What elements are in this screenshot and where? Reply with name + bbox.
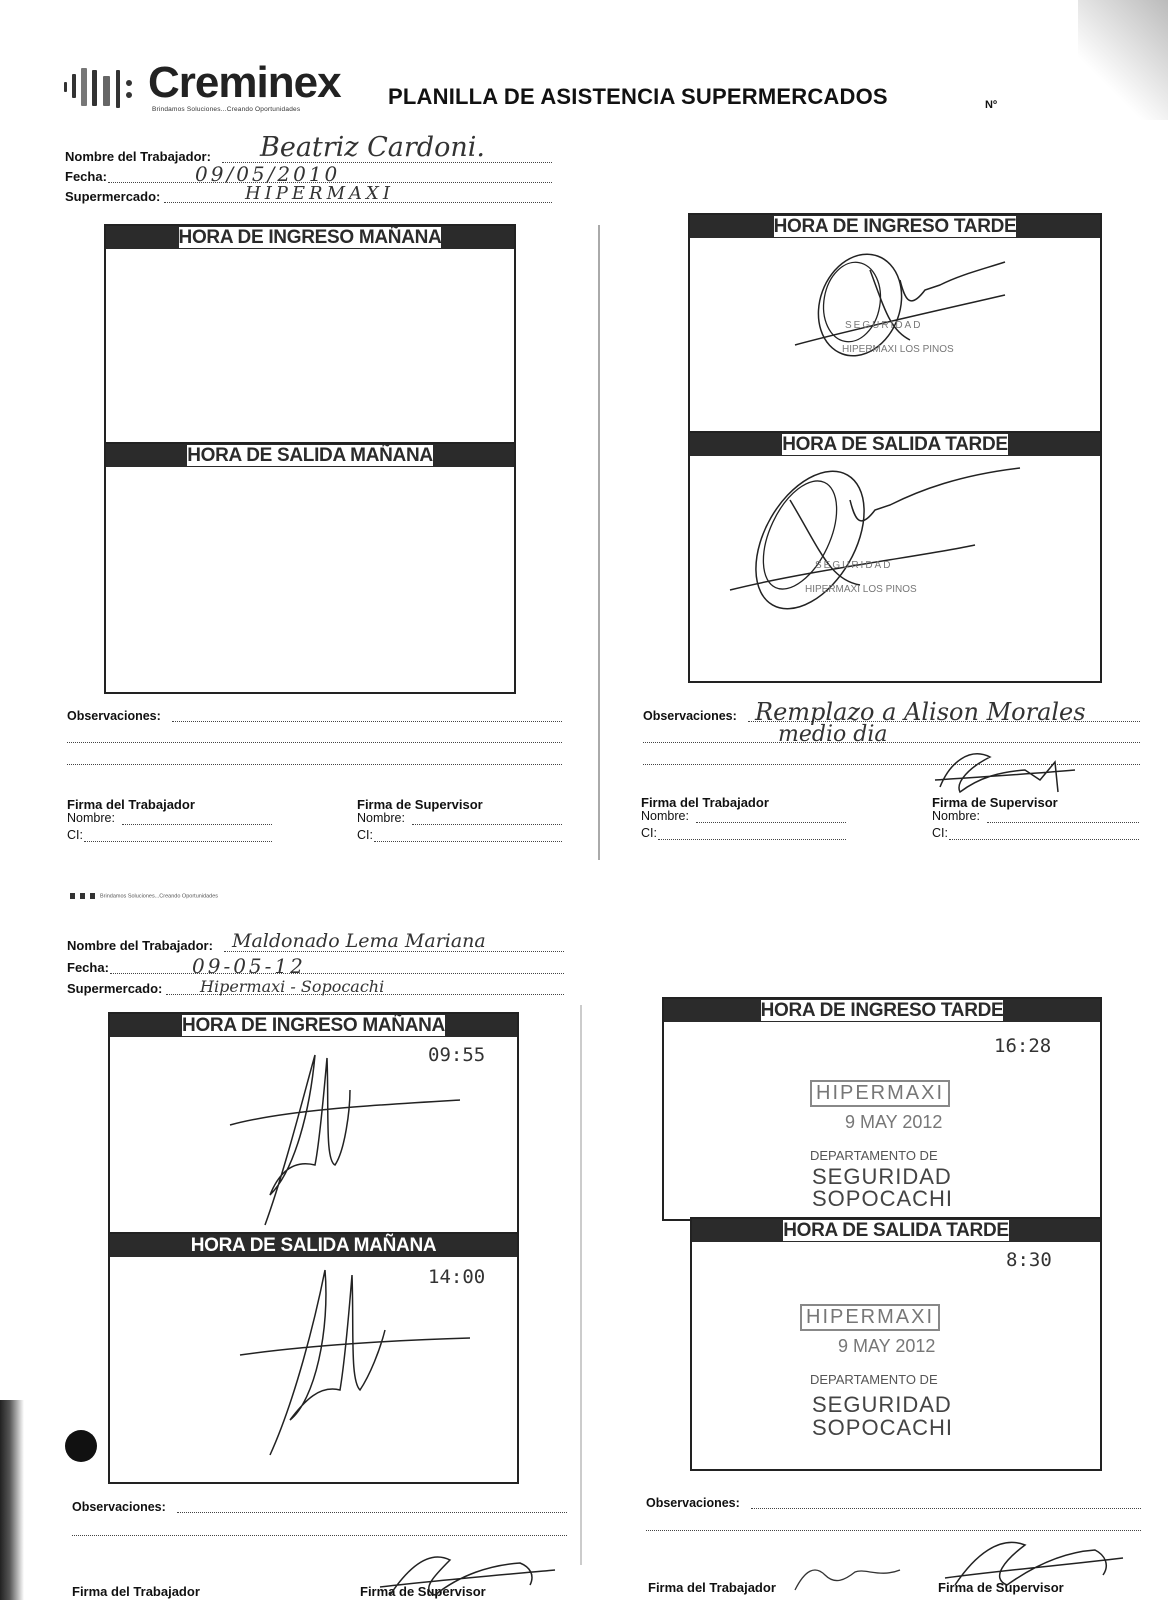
stamp-store: HIPERMAXI xyxy=(810,1080,950,1107)
box-heading: HORA DE INGRESO TARDE xyxy=(664,999,1100,1022)
supermarket-value: Hipermaxi - Sopocachi xyxy=(200,977,385,996)
supervisor-signature-label: Firma de Supervisor xyxy=(932,795,1058,810)
logo-name: Creminex xyxy=(148,58,341,107)
sheet-divider xyxy=(598,225,600,860)
observation-line-1: Remplazo a Alison Morales xyxy=(755,698,1086,726)
worker-name-value: Beatriz Cardoni. xyxy=(260,132,485,163)
time-in-morning: 09:55 xyxy=(428,1044,486,1066)
observations-label: Observaciones: xyxy=(67,709,161,723)
date-label: Fecha: xyxy=(65,169,107,184)
supervisor-signature-label: Firma de Supervisor xyxy=(357,797,483,812)
worker-name-value: Maldonado Lema Mariana xyxy=(232,930,486,952)
ci-label: CI: xyxy=(932,826,948,840)
ci-label: CI: xyxy=(67,828,83,842)
worker-signature-label: Firma del Trabajador xyxy=(648,1580,776,1595)
date-value: 09/05/2010 xyxy=(195,162,341,186)
sheet-divider xyxy=(580,1005,582,1565)
signature-in-afternoon xyxy=(790,250,1050,380)
logo-strip: Brindamos Soluciones...Creando Oportunidades xyxy=(70,893,430,899)
stamp-store: HIPERMAXI xyxy=(800,1304,940,1331)
company-logo xyxy=(60,58,350,116)
worker-name-label: Nombre del Trabajador: xyxy=(67,938,213,953)
worker-signature-label: Firma del Trabajador xyxy=(67,797,195,812)
scan-shadow xyxy=(1078,0,1168,120)
worker-signature-label: Firma del Trabajador xyxy=(72,1584,200,1599)
stamp-date: 9 MAY 2012 xyxy=(838,1336,936,1356)
box-heading: HORA DE INGRESO MAÑANA xyxy=(106,226,514,249)
time-out-afternoon: 8:30 xyxy=(1006,1249,1052,1271)
supervisor-signature-3 xyxy=(945,1530,1125,1590)
box-heading: HORA DE INGRESO MAÑANA xyxy=(110,1014,517,1037)
stamp-department: DEPARTAMENTO DE xyxy=(810,1372,938,1387)
supervisor-signature-2 xyxy=(380,1545,560,1600)
date-label: Fecha: xyxy=(67,960,109,975)
punch-hole xyxy=(65,1430,97,1462)
supermarket-value: HIPERMAXI xyxy=(245,183,394,204)
stamp-date: 9 MAY 2012 xyxy=(845,1112,943,1132)
page-title: PLANILLA DE ASISTENCIA SUPERMERCADOS xyxy=(388,84,888,109)
security-stamp-text: SEGURIDAD xyxy=(815,560,893,571)
form-number-label: Nº xyxy=(985,99,997,111)
ci-label: CI: xyxy=(641,826,657,840)
supervisor-signature-1 xyxy=(930,742,1080,804)
observation-line-2: medio dia xyxy=(778,722,888,747)
signature-out-afternoon xyxy=(730,460,1040,630)
name-label: Nombre: xyxy=(67,811,115,825)
security-stamp-text: HIPERMAXI LOS PINOS xyxy=(842,344,954,355)
stamp-security: SEGURIDAD xyxy=(812,1392,952,1417)
ci-label: CI: xyxy=(357,828,373,842)
observations-label: Observaciones: xyxy=(72,1500,166,1514)
box-heading: HORA DE INGRESO TARDE xyxy=(690,215,1100,238)
worker-signature-label: Firma del Trabajador xyxy=(641,795,769,810)
supermarket-label: Supermercado: xyxy=(65,189,161,204)
supermarket-label: Supermercado: xyxy=(67,981,163,996)
time-out-morning: 14:00 xyxy=(428,1266,486,1288)
stamp-branch: SOPOCACHI xyxy=(812,1186,954,1211)
observations-label: Observaciones: xyxy=(643,709,737,723)
worker-signature-2 xyxy=(790,1560,910,1600)
name-label: Nombre: xyxy=(932,809,980,823)
stamp-branch: SOPOCACHI xyxy=(812,1415,954,1440)
stamp-security: SEGURIDAD xyxy=(812,1164,952,1189)
scan-shadow xyxy=(0,1400,24,1600)
supervisor-signature-label: Firma de Supervisor xyxy=(360,1584,486,1599)
logo-tagline: Brindamos Soluciones...Creando Oportunidades xyxy=(152,106,301,113)
time-in-afternoon: 16:28 xyxy=(994,1035,1052,1057)
box-heading: HORA DE SALIDA MAÑANA xyxy=(106,444,514,467)
supervisor-signature-label: Firma de Supervisor xyxy=(938,1580,1064,1595)
box-heading: HORA DE SALIDA MAÑANA xyxy=(110,1234,517,1257)
box-out-morning xyxy=(104,442,516,694)
signature-out-morning xyxy=(240,1260,480,1460)
signature-in-morning xyxy=(225,1050,465,1230)
box-heading: HORA DE SALIDA TARDE xyxy=(692,1219,1100,1242)
worker-name-label: Nombre del Trabajador: xyxy=(65,149,211,164)
box-in-morning xyxy=(104,224,516,446)
stamp-department: DEPARTAMENTO DE xyxy=(810,1148,938,1163)
box-heading: HORA DE SALIDA TARDE xyxy=(690,433,1100,456)
security-stamp-text: SEGURIDAD xyxy=(845,320,923,331)
security-stamp-text: HIPERMAXI LOS PINOS xyxy=(805,584,917,595)
name-label: Nombre: xyxy=(357,811,405,825)
name-label: Nombre: xyxy=(641,809,689,823)
date-value: 09-05-12 xyxy=(192,954,306,978)
observations-label: Observaciones: xyxy=(646,1496,740,1510)
